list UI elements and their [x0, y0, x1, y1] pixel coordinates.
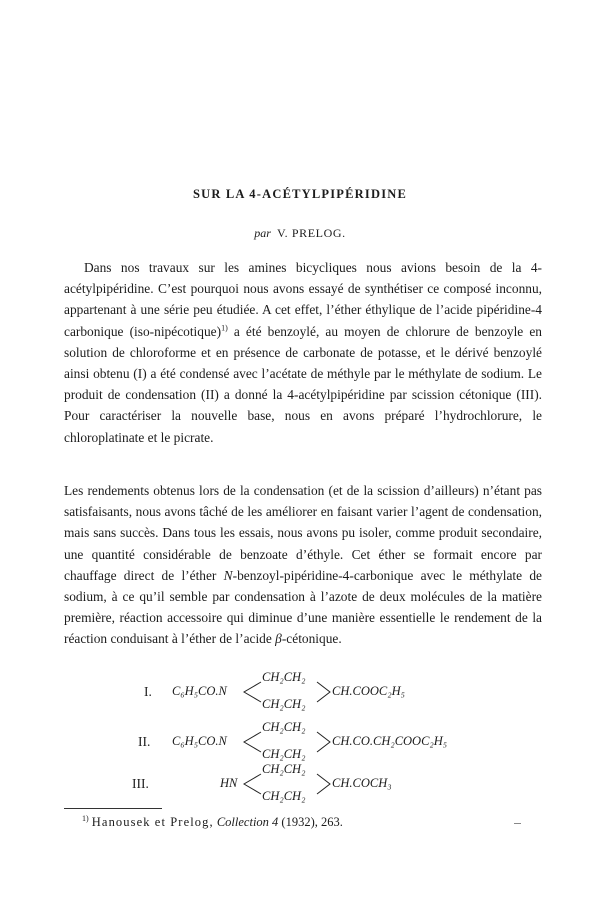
footnote-marker-number: 1 [82, 813, 86, 823]
footnote-journal: Collection 4 [216, 815, 279, 829]
formula-left: C₆H₅CO.N [172, 684, 227, 698]
author-line [0, 226, 600, 241]
formula-right: CH.COOC₂H₅ [332, 684, 405, 698]
branch-bracket [316, 678, 332, 706]
paragraph-1-text: Dans nos travaux sur les amines bicycliques nous avions besoin de la 4-acétylpipéridine. C’est pourquoi nous avons essayé de synthétiser ce composé inconnu, appartenant à une série peu étudiée. A cet effet, l’éther éthylique de l’acide pipéridine-4 carbonique (iso-nipécotique) [64, 260, 542, 339]
formula-left: HN [220, 776, 238, 790]
article-title: SUR LA 4-ACÉTYLPIPÉRIDINE [192, 187, 408, 201]
footnote [82, 815, 343, 830]
branch-bracket [316, 770, 332, 798]
branch-bracket [242, 770, 262, 798]
formula-top-branch: CH₂CH₂ [262, 762, 306, 776]
footnote-authors: Hanousek et Prelog, [91, 815, 214, 829]
margin-mark [514, 823, 521, 824]
branch-bracket [242, 678, 262, 706]
paragraph-2-text: Les rendements obtenus lors de la condensation (et de la scission d’ailleurs) n’étant pas satisfaisants, nous avons tâché de les améliorer en faisant varier l’agent de condensation, mais sans succès. Dans tous les essais, nous avons pu isoler, comme produit secondaire, une quantité considérable de benzoate d’éthyle. Cet éther se formait encore par chauffage direct de l’éther [64, 483, 542, 583]
paragraph-2-text-end: -cétonique. [281, 631, 342, 647]
author-name: V. PRELOG. [276, 226, 346, 240]
footnote-rule [64, 808, 162, 809]
footnote-ref-number: 1 [221, 323, 226, 333]
formula-label: II. [138, 734, 151, 749]
branch-bracket [316, 728, 332, 756]
formula-top-branch: CH₂CH₂ [262, 720, 306, 734]
formula-bottom-branch: CH₂CH₂ [262, 789, 306, 803]
paragraph-1 [64, 257, 542, 448]
formula-right: CH.COCH₃ [332, 776, 392, 790]
formula-label: I. [144, 684, 152, 699]
branch-bracket [242, 728, 262, 756]
formula-label: III. [132, 776, 149, 791]
paragraph-1-text-cont: a été benzoylé, au moyen de chlorure de benzoyle en solution de chloroforme et en présence de carbonate de potasse, et le dérivé benzoylé ainsi obtenu (I) a été condensé avec l’acétate de méthyle par le méthylate de sodium. Le produit de condensation (II) a donné la 4-acétylpipéridine par scission cétonique (III). Pour caractériser la nouvelle base, nous en avons préparé l’hydrochlorure, le chloroplatinate et le picrate. [64, 323, 542, 445]
author-prefix: par [254, 226, 271, 240]
formula-bottom-branch: CH₂CH₂ [262, 697, 306, 711]
paragraph-2-text-cont: -benzoyl-pipéridine-4-carbonique avec le méthylate de sodium, à ce qu’il semble par condensation à l’azote de deux molécules de la matière première, réaction accessoire qui diminue d’une manière essentielle le rendement de la réaction conduisant à l’éther de l’acide [64, 567, 542, 647]
paragraph-2-beta: β [275, 631, 282, 647]
formula-bottom-branch: CH₂CH₂ [262, 747, 306, 761]
footnote-rest: (1932), 263. [281, 815, 343, 829]
paragraph-2 [64, 480, 542, 650]
paragraph-2-italic: N [223, 567, 233, 583]
formula-left: C₆H₅CO.N [172, 734, 227, 748]
footnote-ref: 1) [221, 323, 228, 333]
formula-top-branch: CH₂CH₂ [262, 670, 306, 684]
footnote-marker: 1) [82, 813, 89, 823]
formula-right: CH.CO.CH₂COOC₂H₅ [332, 734, 448, 748]
